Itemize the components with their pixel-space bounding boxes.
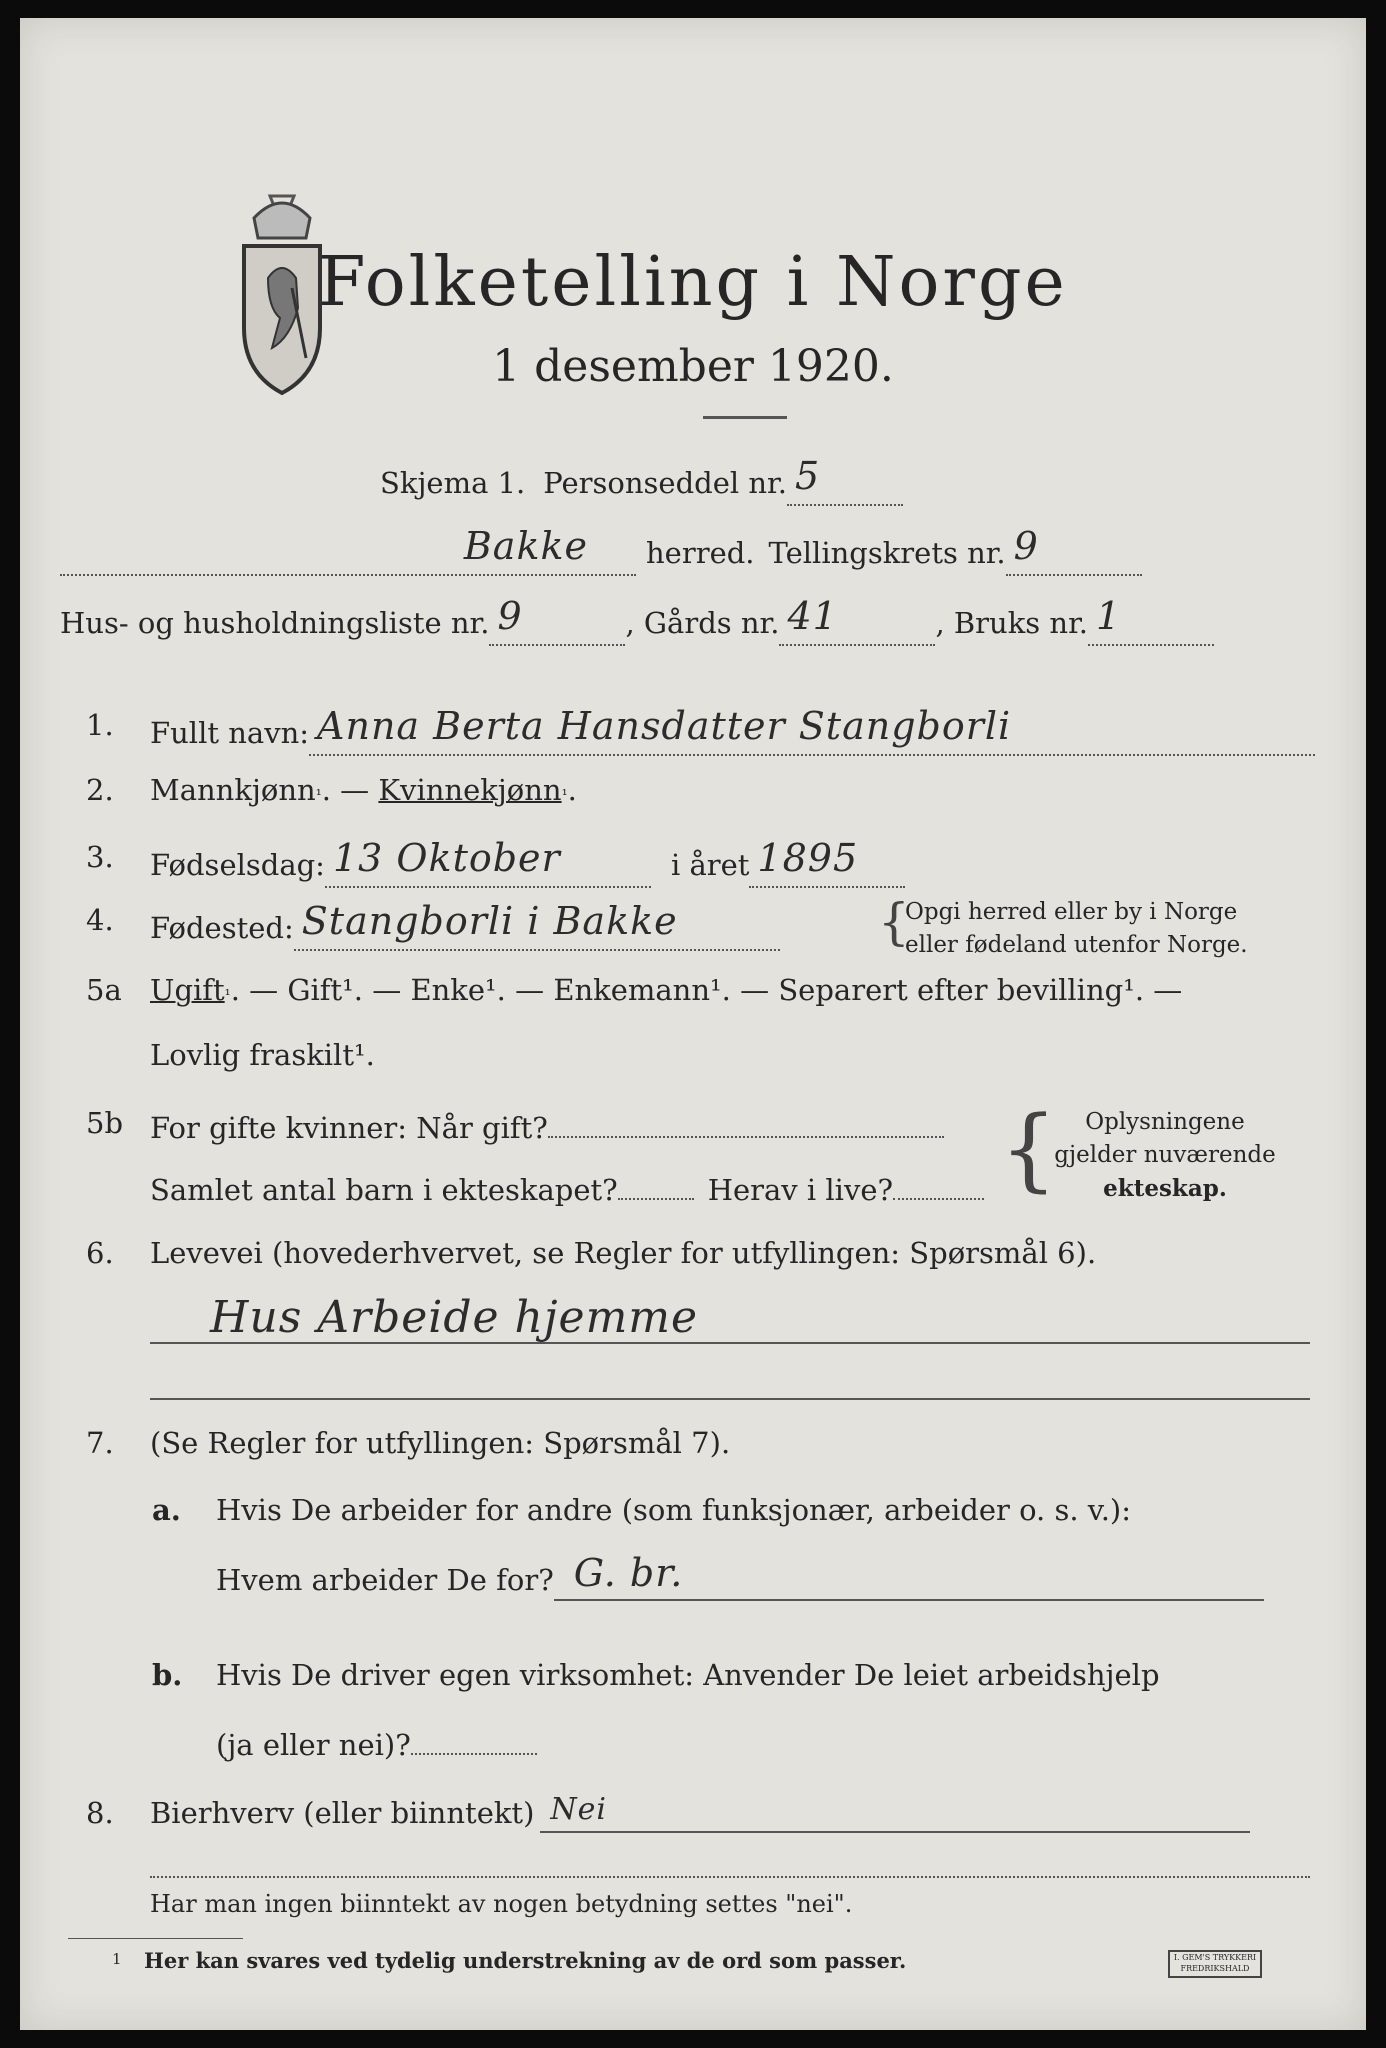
q5a-line[interactable]: Ugift ¹ . — Gift¹. — Enke¹. — Enkemann¹. — Separert efter bevilling¹. — [150, 973, 1183, 1007]
bruks-field[interactable] [1088, 594, 1214, 646]
q7b-label: Hvis De driver egen virksomhet: Anvender De leiet arbeidshjelp [216, 1658, 1160, 1692]
q5b-line2 [150, 1168, 984, 1207]
q6-label: Levevei (hovederhvervet, se Regler for utfyllingen: Spørsmål 6). [150, 1236, 1097, 1270]
q1-number: 1. [86, 708, 114, 742]
q4-bracket: { [878, 893, 910, 951]
skjema-line [380, 454, 903, 506]
gards-label: , Gårds nr. [625, 606, 780, 640]
employer-field[interactable] [554, 1551, 1264, 1601]
ugift-option[interactable]: Ugift [150, 973, 225, 1007]
printer-stamp: I. GEM'S TRYKKERI FREDRIKSHALD [1168, 1950, 1262, 1978]
q5b-line1 [150, 1106, 944, 1145]
birthplace-value: Stangborli i Bakke [301, 899, 678, 943]
footnote-text: Her kan svares ved tydelig understrekning av de ord som passer. [144, 1948, 907, 1973]
full-name-value: Anna Berta Hansdatter Stangborli [317, 704, 1012, 748]
tellingskrets-field[interactable] [1006, 524, 1142, 576]
hus-label: Hus- og husholdningsliste nr. [60, 606, 490, 640]
q2-number: 2. [86, 773, 114, 807]
birthplace-field[interactable] [294, 899, 780, 951]
birthday-field[interactable] [325, 836, 651, 888]
q4-label: Fødested: [150, 911, 294, 945]
q5b-note [1040, 1106, 1290, 1205]
male-option[interactable]: Mannkjønn [150, 773, 316, 807]
married-date-field[interactable] [548, 1106, 944, 1138]
birth-year-field[interactable] [749, 836, 905, 888]
footer-note: Har man ingen biinntekt av nogen betydning settes "nei". [150, 1890, 853, 1918]
q7-line [150, 1426, 730, 1460]
hired-help-field[interactable] [411, 1723, 537, 1755]
employer-value: G. br. [573, 1551, 684, 1595]
year-label: i året [670, 848, 750, 882]
q6-line [150, 1236, 1096, 1270]
q7-number: 7. [86, 1426, 114, 1460]
footer-note-line [150, 1890, 852, 1918]
footnote-number: 1 [112, 1950, 122, 1968]
q4-line [150, 899, 780, 951]
birth-year-value: 1895 [757, 836, 859, 880]
alive-field[interactable] [893, 1168, 984, 1200]
q8-number: 8. [86, 1796, 114, 1830]
q5b-number: 5b [86, 1106, 124, 1140]
q4-note-line2: eller fødeland utenfor Norge. [905, 932, 1248, 958]
title-divider [703, 416, 787, 419]
q5b-note-line2: gjelder nuværende [1054, 1142, 1276, 1168]
skjema-label: Skjema 1. [380, 466, 526, 500]
q4-number: 4. [86, 903, 114, 937]
female-option[interactable]: Kvinnekjønn [378, 773, 562, 807]
form-title: Folketelling i Norge [318, 243, 1068, 322]
q8-label: Bierhverv (eller biinntekt) [150, 1796, 535, 1830]
census-form-sheet [20, 18, 1366, 2030]
side-income-value: Nei [550, 1792, 608, 1827]
employer-label: Hvem arbeider De for? [216, 1563, 554, 1597]
q2-end: . [567, 773, 577, 807]
q7b-line2 [216, 1723, 537, 1762]
occupation-value: Hus Arbeide hjemme [210, 1292, 699, 1343]
q3-line [150, 836, 905, 888]
side-income-field[interactable] [540, 1792, 1250, 1833]
q4-note [905, 896, 1248, 962]
q5b-note-line1: Oplysningene [1085, 1109, 1245, 1135]
footnote-rule [68, 1938, 243, 1939]
form-date: 1 desember 1920. [492, 341, 894, 392]
tellingskrets-value: 9 [1013, 524, 1039, 568]
herred-field[interactable] [60, 524, 636, 576]
herred-label: herred. [646, 536, 755, 570]
hus-line [60, 594, 1214, 646]
q7-label: (Se Regler for utfyllingen: Spørsmål 7). [150, 1426, 731, 1460]
q4-note-line1: Opgi herred eller by i Norge [905, 899, 1238, 925]
children-label: Samlet antal barn i ekteskapet? [150, 1173, 618, 1207]
q3-number: 3. [86, 840, 114, 874]
birthday-value: 13 Oktober [332, 836, 561, 880]
herred-value: Bakke [463, 524, 588, 568]
q6-number: 6. [86, 1236, 114, 1270]
q1-line [150, 704, 1315, 756]
q7a-letter: a. [152, 1493, 181, 1527]
occupation-field[interactable] [150, 1286, 1310, 1344]
personseddel-label: Personseddel nr. [543, 466, 787, 500]
q7a-line2 [216, 1551, 1264, 1601]
q7b-letter: b. [152, 1658, 183, 1692]
full-name-field[interactable] [309, 704, 1315, 756]
q1-label: Fullt navn: [150, 716, 310, 750]
fraskilt-option[interactable]: Lovlig fraskilt¹. [150, 1038, 375, 1072]
side-income-extra-line[interactable] [150, 1876, 1310, 1878]
gards-value: 41 [787, 594, 838, 638]
q5b-note-line3: ekteskap. [1103, 1175, 1227, 1202]
occupation-extra-line[interactable] [150, 1398, 1310, 1400]
q5a-number: 5a [86, 973, 122, 1007]
gards-field[interactable] [779, 594, 935, 646]
personseddel-field[interactable] [787, 454, 903, 506]
herred-line [60, 524, 1142, 576]
q5a-other-options[interactable]: . — Gift¹. — Enke¹. — Enkemann¹. — Separert efter bevilling¹. — [230, 973, 1183, 1007]
q2-line[interactable]: Mannkjønn ¹ . — Kvinnekjønn ¹ . [150, 773, 577, 807]
children-field[interactable] [618, 1168, 694, 1200]
hired-help-label: (ja eller nei)? [216, 1728, 411, 1762]
q8-line [150, 1792, 1250, 1833]
tellingskrets-label: Tellingskrets nr. [768, 536, 1006, 570]
bruks-value: 1 [1095, 594, 1122, 638]
q7b-line1 [216, 1658, 1160, 1692]
q5a-line2[interactable] [150, 1038, 375, 1072]
alive-label: Herav i live? [707, 1173, 894, 1207]
bruks-label: , Bruks nr. [935, 606, 1088, 640]
hus-field[interactable] [489, 594, 625, 646]
hus-value: 9 [497, 594, 523, 638]
q2-dash: — [330, 773, 379, 807]
q5b-bracket: { [1000, 1097, 1058, 1202]
q7a-line1 [216, 1493, 1131, 1527]
q7a-label: Hvis De arbeider for andre (som funksjonær, arbeider o. s. v.): [216, 1493, 1132, 1527]
q3-label: Fødselsdag: [150, 848, 325, 882]
q5b-married-label: For gifte kvinner: Når gift? [150, 1111, 548, 1145]
personseddel-value: 5 [794, 454, 821, 498]
